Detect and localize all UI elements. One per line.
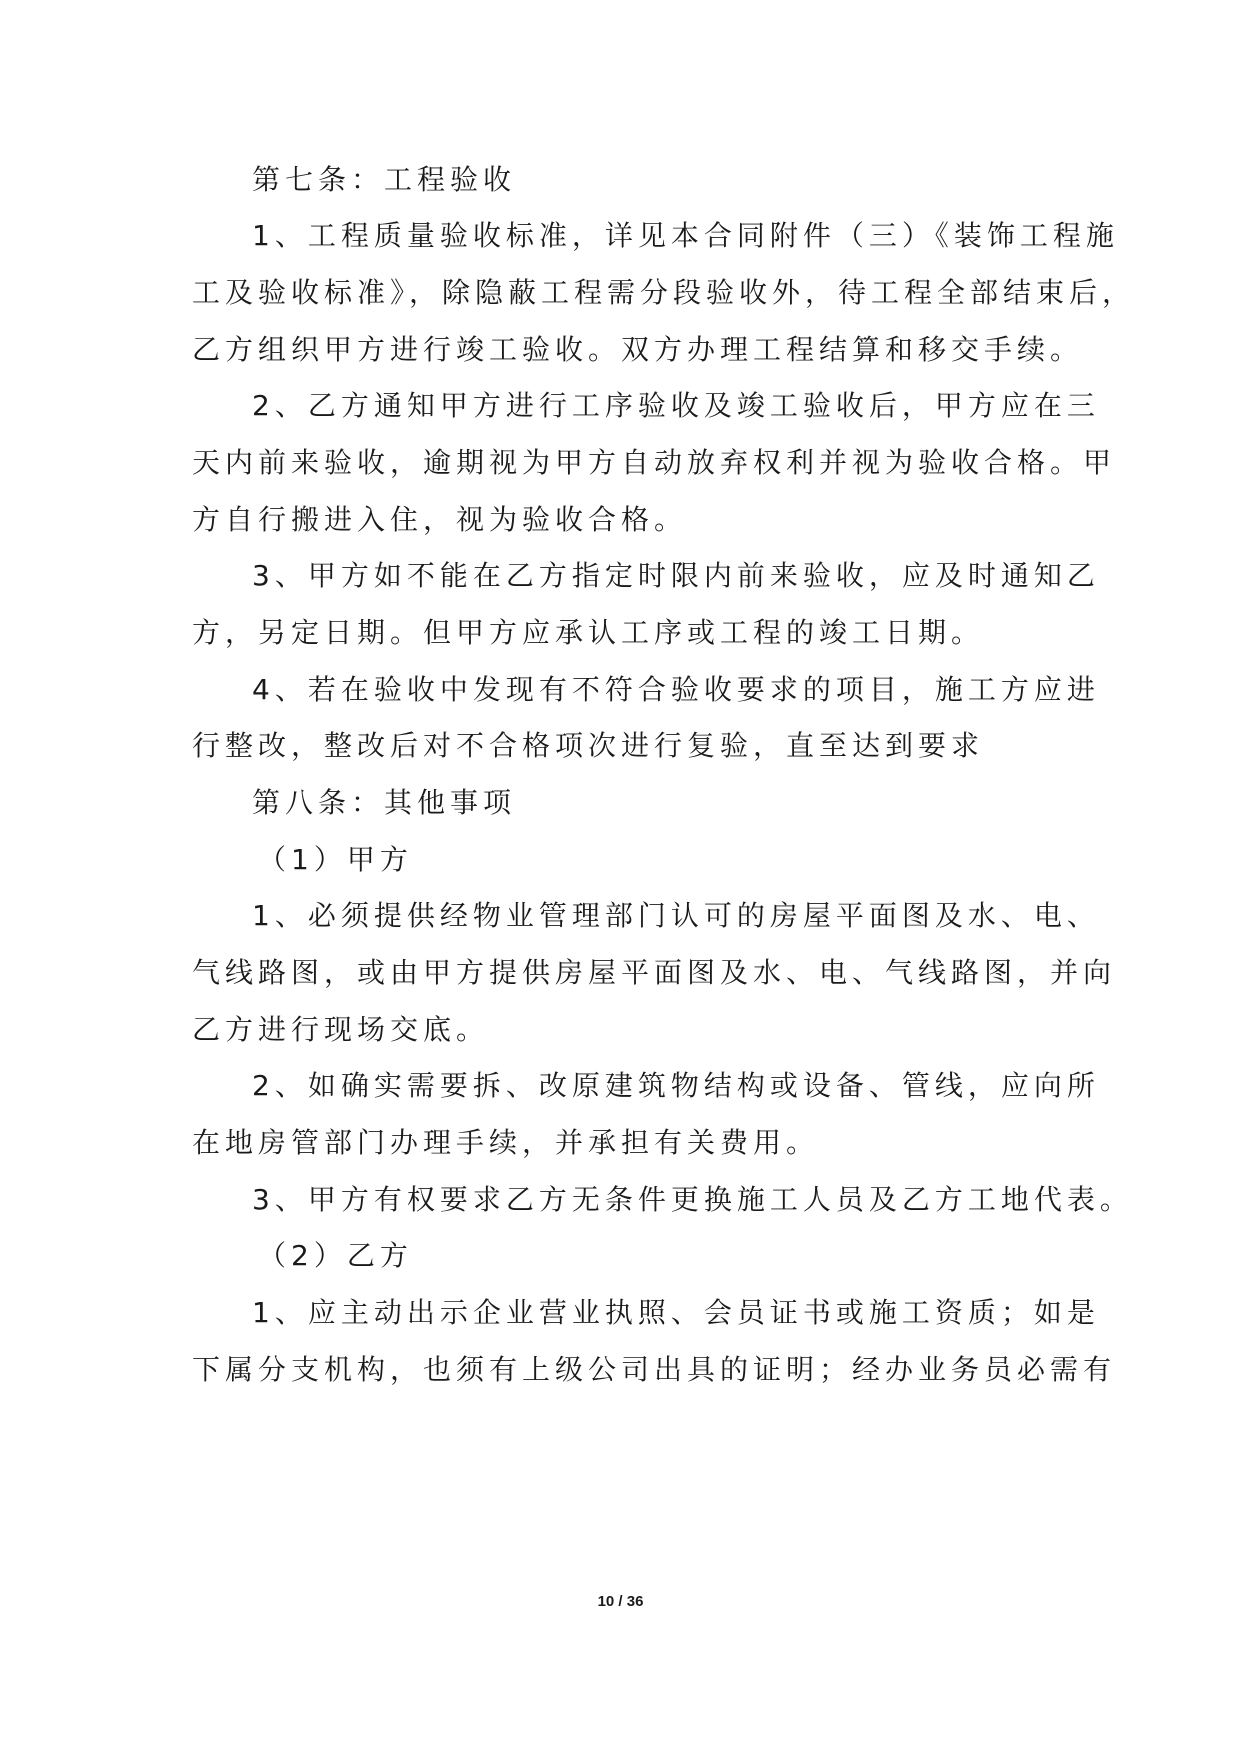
paragraph-line: 2、如确实需要拆、改原建筑物结构或设备、管线，应向所 xyxy=(252,1069,1100,1102)
paragraph-line: 3、甲方如不能在乙方指定时限内前来验收，应及时通知乙 xyxy=(252,559,1100,592)
paragraph-line: 1、必须提供经物业管理部门认可的房屋平面图及水、电、 xyxy=(252,899,1100,932)
paragraph-line: 乙方组织甲方进行竣工验收。双方办理工程结算和移交手续。 xyxy=(192,333,1084,366)
paragraph-line: 3、甲方有权要求乙方无条件更换施工人员及乙方工地代表。 xyxy=(252,1183,1133,1216)
paragraph-line: 方自行搬进入住，视为验收合格。 xyxy=(192,503,688,536)
paragraph-line: 乙方进行现场交底。 xyxy=(192,1013,490,1046)
paragraph-line: 工及验收标准》，除隐蔽工程需分段验收外，待工程全部结束后， xyxy=(192,276,1136,309)
page-number: 10 / 36 xyxy=(597,1593,644,1610)
paragraph-line: 1、应主动出示企业营业执照、会员证书或施工资质；如是 xyxy=(252,1296,1100,1329)
party-b-subheading: （2）乙方 xyxy=(258,1239,413,1272)
party-a-subheading: （1）甲方 xyxy=(258,843,413,876)
paragraph-line: 2、乙方通知甲方进行工序验收及竣工验收后，甲方应在三 xyxy=(252,389,1100,422)
paragraph-line: 方，另定日期。但甲方应承认工序或工程的竣工日期。 xyxy=(192,616,985,649)
article-7-heading: 第七条：工程验收 xyxy=(252,163,517,196)
paragraph-line: 气线路图，或由甲方提供房屋平面图及水、电、气线路图，并向 xyxy=(192,956,1117,989)
paragraph-line: 在地房管部门办理手续，并承担有关费用。 xyxy=(192,1126,820,1159)
paragraph-line: 行整改，整改后对不合格项次进行复验，直至达到要求 xyxy=(192,729,985,762)
article-8-heading: 第八条：其他事项 xyxy=(252,786,517,819)
paragraph-line: 天内前来验收，逾期视为甲方自动放弃权利并视为验收合格。甲 xyxy=(192,446,1117,479)
paragraph-line: 1、工程质量验收标准，详见本合同附件（三）《装饰工程施 xyxy=(252,219,1119,252)
paragraph-line: 下属分支机构，也须有上级公司出具的证明；经办业务员必需有 xyxy=(192,1353,1117,1386)
paragraph-line: 4、若在验收中发现有不符合验收要求的项目，施工方应进 xyxy=(252,673,1100,706)
